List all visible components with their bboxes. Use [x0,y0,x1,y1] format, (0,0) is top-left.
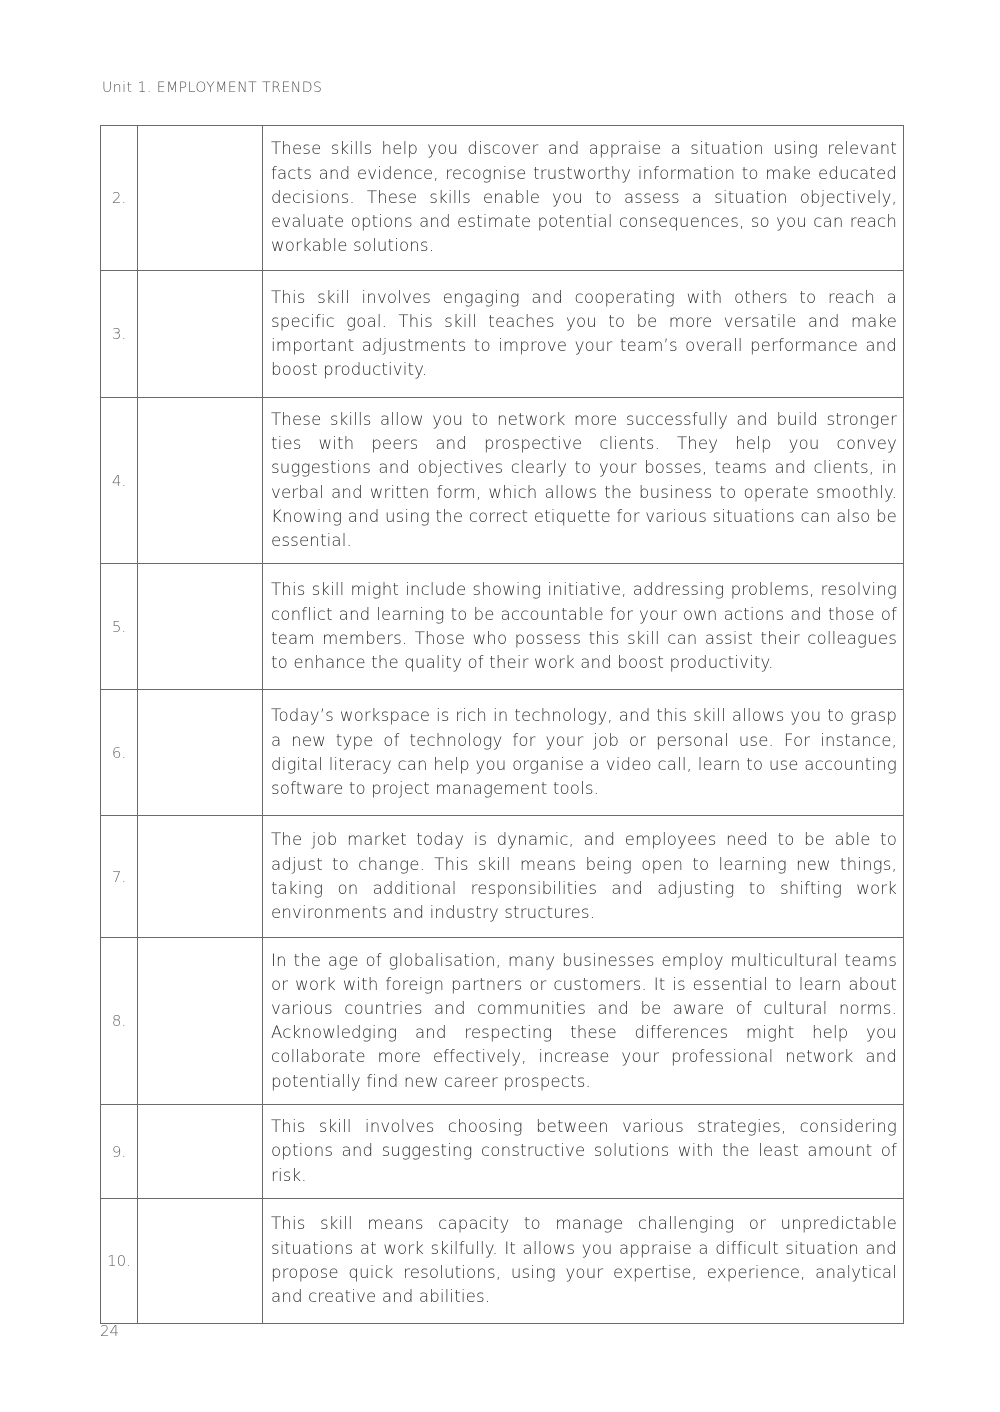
table-row [101,938,904,1105]
skill-description: The job market today is dynamic, and employees need to be able to adjust to change. This skill means being open to learning new things, taking on additional responsibilities and adjusting to shifting work environments and industry structures. [263,816,904,938]
table-row [101,126,904,271]
table-row [101,1198,904,1323]
skill-description: In the age of globalisation, many businesses employ multicultural teams or work with foreign partners or customers. It is essential to learn about various countries and communities and be aware of cultural norms. Acknowledging and respecting these differences might help you collaborate more effectively, increase your professional network and potentially find new career prospects. [263,938,904,1105]
skill-description: These skills allow you to network more successfully and build stronger ties with peers and prospective clients. They help you convey suggestions and objectives clearly to your bosses, teams and clients, in verbal and written form, which allows the business to operate smoothly. Knowing and using the correct etiquette for various situations can also be essential. [263,398,904,564]
skill-description: These skills help you discover and appraise a situation using relevant facts and evidence, recognise trustworthy information to make educated decisions. These skills enable you to assess a situation objectively, evaluate options and estimate potential consequences, so you can reach workable solutions. [263,126,904,271]
skill-answer-cell [138,398,263,564]
table-row [101,564,904,690]
skill-answer-cell [138,816,263,938]
row-number: 3. [101,271,138,398]
skill-description: This skill might include showing initiative, addressing problems, resolving conflict and learning to be accountable for your own actions and those of team members. Those who possess this skill can assist their colleagues to enhance the quality of their work and boost productivity. [263,564,904,690]
row-number: 7. [101,816,138,938]
row-number: 10. [101,1198,138,1323]
row-number: 2. [101,126,138,271]
skill-description: Today’s workspace is rich in technology, and this skill allows you to grasp a new type of technology for your job or personal use. For instance, digital literacy can help you organise a video call, learn to use accounting software to project management tools. [263,690,904,816]
skill-answer-cell [138,564,263,690]
row-number: 9. [101,1105,138,1199]
row-number: 5. [101,564,138,690]
running-header: Unit 1. EMPLOYMENT TRENDS [102,80,323,96]
skill-answer-cell [138,271,263,398]
table-row [101,271,904,398]
row-number: 4. [101,398,138,564]
table-row [101,816,904,938]
table-row [101,690,904,816]
skill-description: This skill involves engaging and cooperating with others to reach a specific goal. This skill teaches you to be more versatile and make important adjustments to improve your team’s overall performance and boost productivity. [263,271,904,398]
table-row [101,1105,904,1199]
skill-answer-cell [138,690,263,816]
row-number: 8. [101,938,138,1105]
skill-description: This skill involves choosing between various strategies, considering options and suggesting constructive solutions with the least amount of risk. [263,1105,904,1199]
skill-answer-cell [138,938,263,1105]
row-number: 6. [101,690,138,816]
skills-table [100,125,904,1324]
skill-description: This skill means capacity to manage challenging or unpredictable situations at work skilfully. It allows you appraise a difficult situation and propose quick resolutions, using your expertise, experience, analytical and creative and abilities. [263,1198,904,1323]
skill-answer-cell [138,126,263,271]
page-number: 24 [100,1322,120,1340]
skill-answer-cell [138,1198,263,1323]
table-row [101,398,904,564]
skill-answer-cell [138,1105,263,1199]
